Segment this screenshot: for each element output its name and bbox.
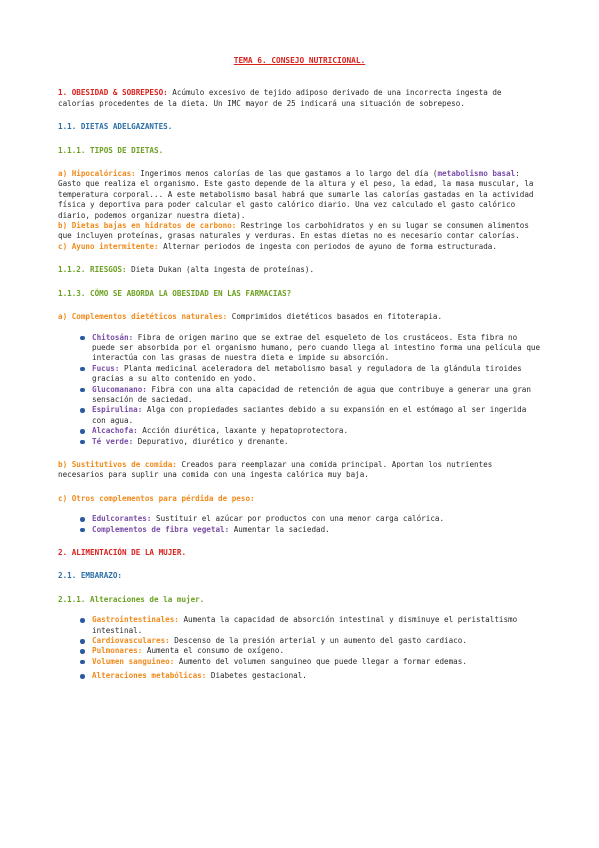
paragraph-text: Dieta Dukan (alta ingesta de proteínas). bbox=[126, 265, 315, 275]
list-item bbox=[80, 615, 541, 636]
list-item bbox=[80, 514, 541, 524]
paragraph-text: Ingerimos menos calorías de las que gastamos a lo largo del día ( bbox=[135, 169, 438, 179]
section-heading: 1. OBESIDAD & SOBREPESO: bbox=[58, 88, 168, 98]
term: Chitosán: bbox=[92, 332, 134, 342]
bullet-icon bbox=[80, 429, 85, 434]
term: Alcachofa: bbox=[92, 426, 138, 436]
list-item bbox=[80, 405, 541, 426]
list-item-text: Aumento del volumen sanguineo que puede llegar a formar edemas. bbox=[174, 656, 467, 666]
list-item bbox=[80, 657, 541, 667]
bullet-icon bbox=[80, 528, 85, 533]
diet-hipocaloricas bbox=[58, 169, 541, 221]
subsubsection-heading: 2.1.1. Alteraciones de la mujer. bbox=[58, 594, 205, 604]
term: Alteraciones metabólicas: bbox=[92, 671, 207, 681]
list-item bbox=[80, 636, 541, 646]
list-item bbox=[80, 646, 541, 656]
alteraciones-list bbox=[58, 615, 541, 681]
paragraph-text: Acúmulo excesivo de tejido adiposo derivado de una incorrecta ingesta de calorías procedentes de la dieta. Un IMC mayor de 25 indicará una situación de sobrepeso. bbox=[58, 88, 502, 108]
term: Edulcorantes: bbox=[92, 514, 152, 524]
bullet-icon bbox=[80, 674, 85, 679]
term: Cardiovasculares: bbox=[92, 636, 170, 646]
paragraph-text: Alternar periodos de ingesta con periodos de ayuno de forma estructurada. bbox=[158, 241, 497, 251]
list-item-text: Aumenta el consumo de oxígeno. bbox=[142, 646, 285, 656]
diet-ayuno bbox=[58, 242, 541, 252]
paragraph-text: Creados para reemplazar una comida principal. Aportan los nutrientes necesarios para suplir una comida con una ingesta calórica muy baja. bbox=[58, 459, 493, 480]
list-item-text: Sustituir el azúcar por productos con una menor carga calórica. bbox=[151, 514, 445, 524]
subsection-heading: 1.1. DIETAS ADELGAZANTES. bbox=[58, 122, 173, 132]
term: Pulmonares: bbox=[92, 646, 143, 656]
sustitutivos-comida bbox=[58, 460, 541, 481]
subsubsection-heading: 1.1.2. RIESGOS: bbox=[58, 265, 127, 275]
document-title: TEMA 6. CONSEJO NUTRICIONAL. bbox=[233, 56, 366, 65]
list-item-text: Diabetes gestacional. bbox=[206, 671, 307, 681]
complementos-naturales bbox=[58, 312, 541, 322]
bullet-icon bbox=[80, 367, 85, 372]
list-item bbox=[80, 426, 541, 436]
list-item-text: Aumenta la capacidad de absorción intestinal y disminuye el peristaltismo intestinal. bbox=[92, 615, 518, 635]
paragraph-text: : Gasto que realiza el organismo. Este gasto depende de la altura y el peso, la edad, la masa muscular, la temperatura corporal... A este metabolismo basal habrá que sumarle las calorías gastadas en la actividad física y deportiva para poder calcular el gasto calórico diario. Una vez calculado el gasto calórico diario, podemos organizar nuestra dieta). bbox=[58, 169, 534, 220]
item-label: a) Complementos dietéticos naturales: bbox=[58, 312, 228, 322]
list-item bbox=[80, 437, 541, 447]
list-item-text: Fibra de origen marino que se extrae del esqueleto de los crustáceos. Esta fibra no puede ser absorbida por el organismo humano, pero cuando llega al intestino forma una película que interactúa con las grasas de nuestra dieta e impide su absorción. bbox=[92, 332, 541, 363]
list-item-text: Descenso de la presión arterial y un aumento del gasto cardiaco. bbox=[169, 636, 467, 646]
list-item bbox=[80, 671, 541, 681]
subsubsection-heading: 1.1.3. CÓMO SE ABORDA LA OBESIDAD EN LAS FARMACIAS? bbox=[58, 288, 292, 298]
bullet-icon bbox=[80, 639, 85, 644]
term: Té verde: bbox=[92, 436, 134, 446]
term: Glucomanano: bbox=[92, 384, 147, 394]
item-label: c) Ayuno intermitente: bbox=[58, 241, 159, 251]
term: Fucus: bbox=[92, 363, 120, 373]
bullet-icon bbox=[80, 618, 85, 623]
item-label: c) Otros complementos para pérdida de peso: bbox=[58, 493, 255, 503]
section-obesidad bbox=[58, 88, 541, 109]
bullet-icon bbox=[80, 440, 85, 445]
complementos-list bbox=[58, 333, 541, 447]
list-item-text: Alga con propiedades saciantes debido a su expansión en el estómago al ser ingerida con agua. bbox=[92, 405, 527, 425]
term: Espirulina: bbox=[92, 405, 143, 415]
bullet-icon bbox=[80, 517, 85, 522]
list-item bbox=[80, 364, 541, 385]
list-item bbox=[80, 525, 541, 535]
subsection-heading: 2.1. EMBARAZO: bbox=[58, 571, 123, 581]
diet-bajas-hidratos bbox=[58, 221, 541, 242]
bullet-icon bbox=[80, 336, 85, 341]
list-item bbox=[80, 333, 541, 364]
item-label: b) Sustitutivos de comida: bbox=[58, 459, 177, 469]
paragraph-text: Restringe los carbohidratos y en su lugar se consumen alimentos que incluyen proteínas, grasas naturales y verduras. En estas dietas no es necesario contar calorías. bbox=[58, 221, 529, 241]
paragraph-text: Comprimidos dietéticos basados en fitoterapia. bbox=[227, 312, 443, 322]
list-item-text: Fibra con una alta capacidad de retención de agua que contribuye a generar una gran sensación de saciedad. bbox=[92, 384, 531, 404]
term: Volumen sanguineo: bbox=[92, 656, 175, 666]
bullet-icon bbox=[80, 408, 85, 413]
bullet-icon bbox=[80, 388, 85, 393]
term: Complementos de fibra vegetal: bbox=[92, 524, 230, 534]
list-item bbox=[80, 385, 541, 406]
list-item-text: Depurativo, diurético y drenante. bbox=[133, 436, 289, 446]
section-heading: 2. ALIMENTACIÓN DE LA MUJER. bbox=[58, 548, 187, 557]
list-item-text: Planta medicinal aceleradora del metabolismo basal y reguladora de la glándula tiroides gracias a su alto contenido en yodo. bbox=[92, 363, 522, 384]
list-item-text: Aumentar la saciedad. bbox=[229, 524, 330, 534]
subsubsection-heading: 1.1.1. TIPOS DE DIETAS. bbox=[58, 145, 164, 155]
bullet-icon bbox=[80, 660, 85, 665]
bullet-icon bbox=[80, 649, 85, 654]
list-item-text: Acción diurética, laxante y hepatoprotectora. bbox=[137, 426, 349, 436]
term: Gastrointestinales: bbox=[92, 615, 179, 625]
item-label: b) Dietas bajas en hidratos de carbono: bbox=[58, 221, 237, 231]
term: metabolismo basal bbox=[437, 169, 516, 179]
section-riesgos bbox=[58, 265, 541, 275]
item-label: a) Hipocalóricas: bbox=[58, 169, 136, 179]
otros-complementos-list bbox=[58, 514, 541, 535]
